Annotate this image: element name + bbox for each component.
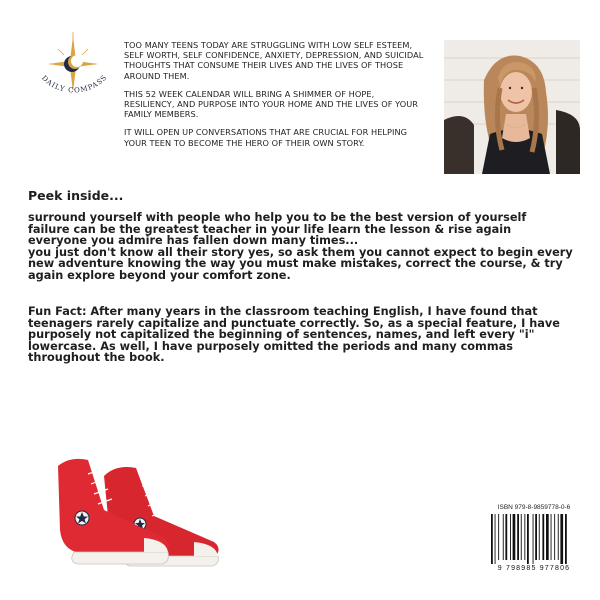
peek-line: new adventure knowing the way you must make mistakes, correct the course, & try <box>28 257 563 271</box>
isbn-label: ISBN 979-8-9859778-0-6 <box>497 504 571 511</box>
intro-paragraph-2: THIS 52 WEEK CALENDAR WILL BRING A SHIMMER OF HOPE, RESILIENCY, AND PURPOSE INTO YOUR HOME AND THE LIVES OF YOUR FAMILY MEMBERS. <box>124 88 418 120</box>
barcode-bar <box>503 514 504 560</box>
peek-heading: Peek inside... <box>28 188 124 203</box>
barcode-bar <box>551 514 552 560</box>
peek-line: you just don't know all their story yes, so ask them you cannot expect to begin every <box>28 245 573 259</box>
fun-fact-line: throughout the book. <box>28 351 165 365</box>
barcode-bar <box>527 514 529 564</box>
barcode-bar <box>539 514 540 560</box>
barcode-bars <box>489 514 579 564</box>
intro-paragraph-3: IT WILL OPEN UP CONVERSATIONS THAT ARE CRUCIAL FOR HELPING YOUR TEEN TO BECOME THE HERO OF THEIR OWN STORY. <box>124 127 408 148</box>
red-sneakers-image <box>44 456 224 576</box>
barcode-bar <box>554 514 555 560</box>
barcode-bar <box>513 514 516 560</box>
fun-fact-line: purposely not capitalized the beginning of sentences, names, and left every "i" <box>28 328 535 342</box>
compass-star-icon <box>28 28 118 108</box>
isbn-digits: 9 798985 977806 <box>497 565 571 572</box>
fun-fact <box>28 306 588 364</box>
intro-text <box>124 40 424 156</box>
isbn-barcode <box>488 504 580 578</box>
peek-quotes <box>28 212 588 282</box>
fun-fact-line: lowercase. As well, I have purposely omitted the periods and many commas <box>28 339 513 353</box>
barcode-bar <box>491 514 493 564</box>
barcode-bar <box>560 514 563 564</box>
peek-line: failure can be the greatest teacher in your life learn the lesson & rise again <box>28 222 512 236</box>
author-photo <box>444 40 580 174</box>
barcode-bar <box>535 514 537 560</box>
barcode-bar <box>521 514 522 560</box>
barcode-bar <box>498 514 499 560</box>
barcode-bar <box>495 514 496 564</box>
barcode-bar <box>546 514 549 560</box>
daily-compass-logo <box>28 28 118 108</box>
peek-line: everyone you admire has fallen down many times... <box>28 234 359 248</box>
barcode-bar <box>558 514 559 560</box>
barcode-bar <box>533 514 534 564</box>
fun-fact-line: teenagers rarely capitalize and punctuate correctly. So, as a special feature, I have <box>28 316 560 330</box>
fun-fact-line: Fun Fact: After many years in the classroom teaching English, I have found that <box>28 305 538 318</box>
barcode-bar <box>505 514 507 560</box>
barcode-bar <box>524 514 525 560</box>
peek-line: again explore beyond your comfort zone. <box>28 268 291 282</box>
barcode-bar <box>565 514 567 564</box>
barcode-bar <box>542 514 544 560</box>
barcode-bar <box>517 514 519 560</box>
intro-paragraph-1: TOO MANY TEENS TODAY ARE STRUGGLING WITH LOW SELF ESTEEM, SELF WORTH, SELF CONFIDENCE, ANXIETY, DEPRESSION, AND SUICIDAL THOUGHTS THAT CONSUME THEIR LIVES AND THE LIVES OF THOSE AROUND THEM. <box>124 40 424 81</box>
peek-line: surround yourself with people who help you to be the best version of yourself <box>28 211 527 224</box>
logo-text: DAILY COMPASS <box>39 73 109 95</box>
barcode-bar <box>510 514 511 560</box>
